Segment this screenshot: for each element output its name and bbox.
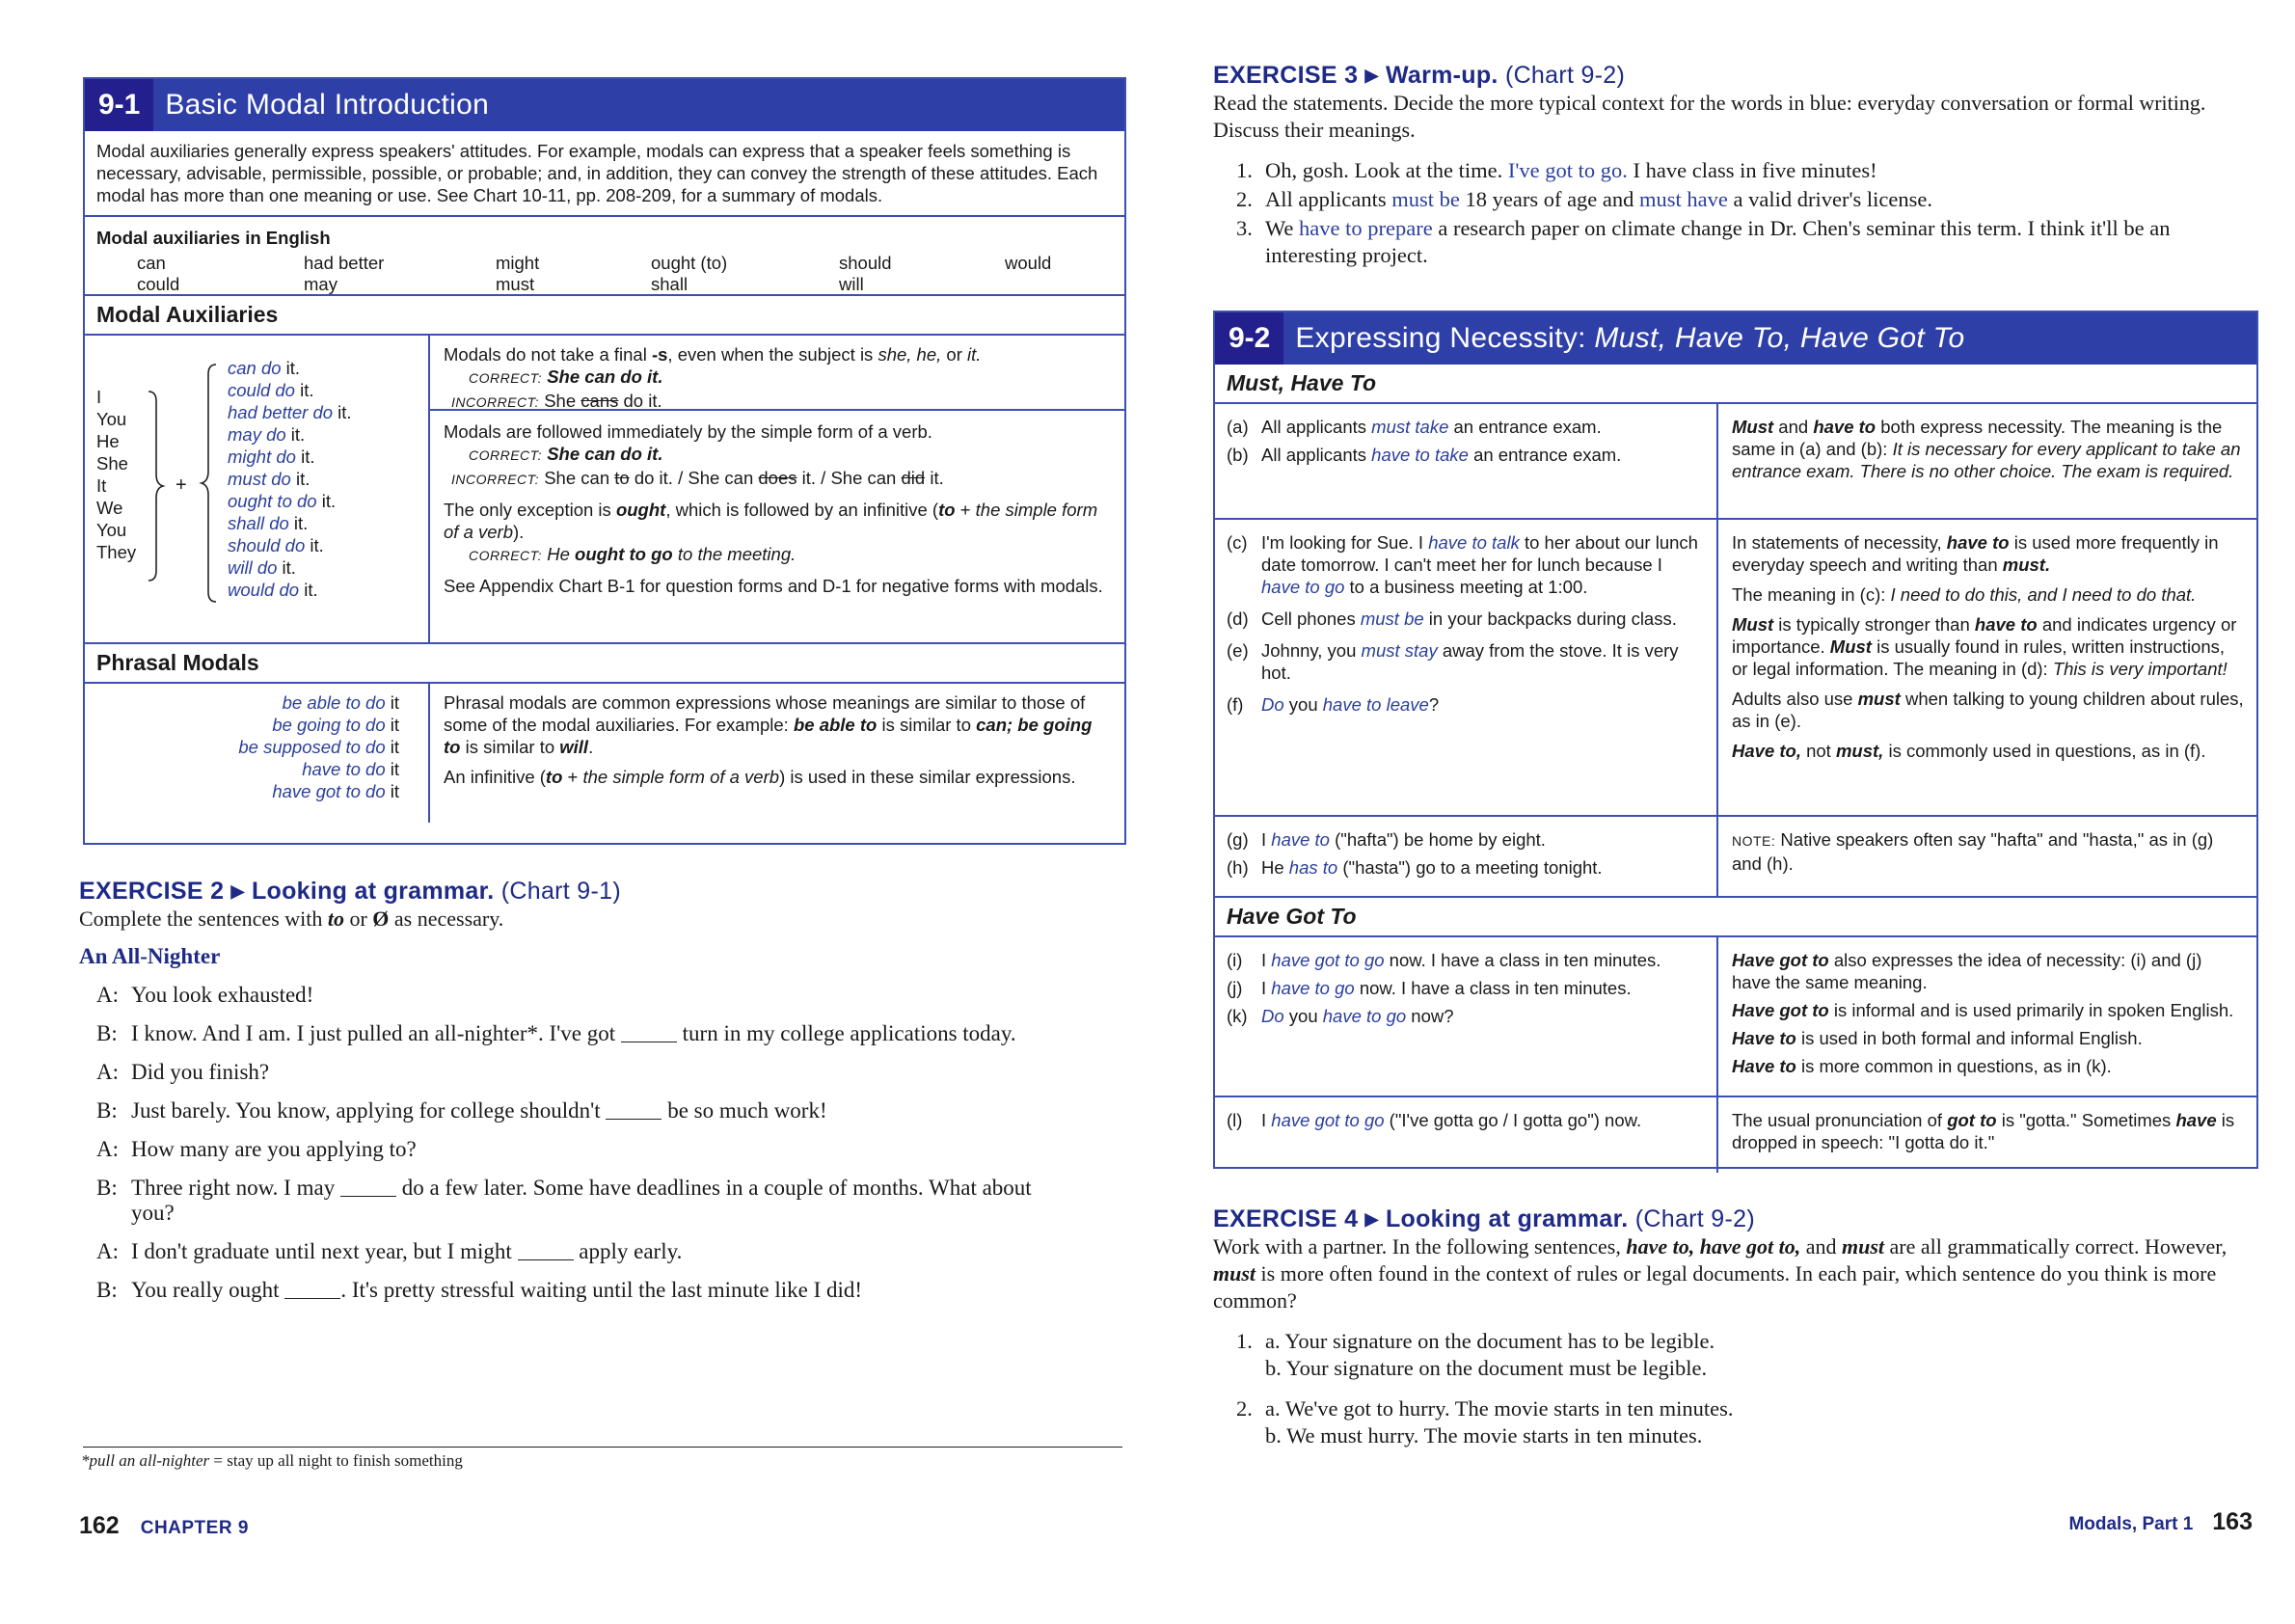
phrasal-rows: [85, 684, 1124, 823]
dialogue-line: A: I don't graduate until next year, but I might apply early.: [96, 1239, 683, 1263]
modal-form: may do it.: [228, 424, 306, 445]
pronoun: It: [96, 475, 107, 496]
modal-forms-col: [85, 336, 430, 642]
modal-form: could do it.: [228, 380, 314, 400]
examples-g-h: (g) I have to ("hafta") be home by eight. (h) He has to ("hasta") go to a meeting tonight.: [1215, 817, 1718, 896]
row-l: [1215, 1097, 2256, 1173]
phrasal-form: be going to do it: [272, 715, 399, 735]
footer-label: Modals, Part 1: [2068, 1514, 2194, 1534]
modal-list-heading: Modal auxiliaries in English: [96, 228, 331, 248]
chart-9-1: [83, 77, 1126, 845]
examples-c-f: (c) I'm looking for Sue. I have to talk to her about our lunch date tomorrow. I can't meet her for lunch because I have to go to a business meeting at 1:00. (d) Cell phones must be in your backpacks during class. (e) Johnny, you must stay away from the stove. It is very hot. (f) Do you have to leave?: [1215, 520, 1718, 815]
row-a-b: [1215, 404, 2256, 520]
footnote: *pull an all-nighter = stay up all night to finish something: [81, 1451, 463, 1470]
choice-b: b. Your signature on the document must be legible.: [1265, 1356, 1708, 1380]
modal-notes-col: [430, 336, 1124, 642]
section-must-have-to: Must, Have To: [1215, 365, 2256, 404]
row-i-k: [1215, 937, 2256, 1097]
modal-word: ought (to): [651, 253, 728, 273]
modal-word: might: [496, 253, 540, 273]
modal-word: shall: [651, 274, 688, 294]
chart-title: Basic Modal Introduction: [165, 89, 490, 121]
exercise-4-pair: 1. a. Your signature on the document has to be legible. b. Your signature on the document must be legible.: [1236, 1329, 1715, 1380]
modal-form: might do it.: [228, 447, 315, 467]
exercise-3: [1213, 62, 2254, 269]
brace-left-icon: [199, 363, 218, 604]
pronoun: We: [96, 498, 123, 518]
pronoun: She: [96, 453, 128, 474]
section-have-got-to: Have Got To: [1215, 896, 2256, 937]
section-modal-auxiliaries: Modal Auxiliaries: [85, 294, 1124, 336]
phrasal-form: have to do it: [302, 759, 399, 779]
phrasal-form: be able to do it: [282, 692, 399, 713]
phrasal-form: have got to do it: [272, 781, 399, 801]
phrasal-forms-list: [238, 691, 399, 802]
notes-l: The usual pronunciation of got to is "gotta." Sometimes have is dropped in speech: "I gotta do it.": [1732, 1110, 2235, 1152]
chart-9-2-header: [1215, 312, 2256, 365]
phrasal-form: be supposed to do it: [238, 737, 399, 757]
exercise-3-title: EXERCISE 3 ▶ Warm-up. (Chart 9-2): [1213, 62, 1626, 89]
chart-9-1-header: [85, 79, 1124, 131]
chart-number: 9-2: [1215, 312, 1283, 365]
answer-blank[interactable]: [606, 1101, 662, 1120]
examples-a-b: (a) All applicants must take an entrance exam. (b) All applicants have to take an entrance exam.: [1215, 404, 1718, 518]
dialogue-line: A: Did you finish?: [96, 1060, 270, 1084]
choice-a: a. We've got to hurry. The movie starts in ten minutes.: [1265, 1396, 1734, 1421]
exercise-2: [79, 878, 1130, 1303]
modal-form: will do it.: [228, 557, 296, 578]
exercise-3-item: 1. Oh, gosh. Look at the time. I've got to go. I have class in five minutes!: [1236, 158, 1877, 182]
brace-right-icon: [147, 390, 166, 582]
note-no-s: Modals do not take a final -s, even when the subject is she, he, or it. CORRECT: She can do it. INCORRECT: She cans do it.: [430, 336, 1124, 411]
dialogue-line: B: I know. And I am. I just pulled an all-nighter*. I've got turn in my college applications today.: [96, 1021, 1016, 1045]
dialogue-line: B: You really ought . It's pretty stressful waiting until the last minute like I did!: [96, 1278, 863, 1302]
dialogue: [79, 983, 1130, 1303]
modal-form: must do it.: [228, 469, 310, 489]
page-number: 163: [2212, 1508, 2253, 1535]
pronoun: You: [96, 520, 127, 540]
answer-blank[interactable]: [284, 1281, 340, 1299]
modal-form: shall do it.: [228, 513, 309, 533]
chart-9-2: [1213, 311, 2258, 1169]
triangle-right-icon: ▶: [1364, 1209, 1379, 1229]
answer-blank[interactable]: [621, 1024, 677, 1042]
plus-sign: +: [176, 474, 187, 496]
notes-g-h: NOTE: Native speakers often say "hafta" and "hasta," as in (g) and (h).: [1732, 829, 2214, 874]
pronoun: They: [96, 542, 137, 562]
modal-form: would do it.: [228, 580, 318, 600]
modal-word: had better: [304, 253, 385, 273]
exercise-3-instructions: Read the statements. Decide the more typical context for the words in blue: everyday conversation or formal writing. Discuss their meanings.: [1213, 91, 2206, 142]
modal-form: should do it.: [228, 535, 324, 555]
phrasal-notes-col: Phrasal modals are common expressions whose meanings are similar to those of some of the modal auxiliaries. For example: be able to is similar to can; be going to is similar to will. An infinitive (to + the simple form of a verb) is used in these similar expressions.: [444, 692, 1093, 787]
dialogue-line: B: Three right now. I may do a few later. Some have deadlines in a couple of months. What about you?: [96, 1176, 1032, 1225]
chart-intro: Modal auxiliaries generally express speakers' attitudes. For example, modals can express that a speaker feels something is necessary, advisable, permissible, possible, or probable; and, in addition, they can convey the strength of these attitudes. Each modal has more than one meaning or use. See Chart 10-11, pp. 208-209, for a summary of modals.: [85, 131, 1124, 217]
choice-b: b. We must hurry. The movie starts in ten minutes.: [1265, 1423, 1703, 1448]
exercise-2-instructions: Complete the sentences with to or Ø as necessary.: [79, 907, 504, 931]
modal-forms-list: [228, 357, 352, 601]
section-phrasal-modals: Phrasal Modals: [85, 644, 1124, 684]
notes-c-f: In statements of necessity, have to is used more frequently in everyday speech and writing than must. The meaning in (c): I need to do this, and I need to do that. Must is typically stronger than have to and indicates urgency or importance. Must is usually found in rules, written instructions, or legal information. The meaning in (d): This is very important! Adults also use must when talking to young children about rules, as in (e). Have to, not must, is commonly used in questions, as in (f).: [1732, 532, 2244, 761]
phrasal-forms-col: [85, 684, 430, 823]
exercise-3-items: [1213, 157, 2254, 269]
triangle-right-icon: ▶: [230, 881, 245, 901]
answer-blank[interactable]: [518, 1242, 574, 1260]
exercise-2-title: EXERCISE 2 ▶ Looking at grammar. (Chart 9-1): [79, 878, 621, 905]
modal-list-box: [85, 217, 1124, 294]
modal-aux-rows: [85, 336, 1124, 644]
modal-word: would: [1005, 253, 1052, 273]
pronoun: He: [96, 431, 120, 451]
note-simple-form: Modals are followed immediately by the simple form of a verb. CORRECT: She can do it. INCORRECT: She can to do it. / She can does it. / She can did it. The only exception is ought, which is followed by an infinitive (to + the simple form of a verb). CORRECT: He ought to go to the meeting. See Appendix Chart B-1 for question forms and D-1 for negative forms with modals.: [444, 421, 1103, 596]
right-page: [1148, 0, 2295, 1624]
modal-form: can do it.: [228, 358, 301, 378]
row-c-f: [1215, 520, 2256, 817]
exercise-4-title: EXERCISE 4 ▶ Looking at grammar. (Chart 9-2): [1213, 1205, 1755, 1232]
exercise-3-item: 3. We have to prepare a research paper on climate change in Dr. Chen's seminar this term. I think it'll be an interesting project.: [1236, 216, 2171, 267]
chart-title: Expressing Necessity: Must, Have To, Have Got To: [1295, 322, 1965, 354]
dialogue-line: B: Just barely. You know, applying for college shouldn't be so much work!: [96, 1098, 827, 1123]
pronoun: You: [96, 409, 127, 429]
pronoun: I: [96, 387, 102, 407]
modal-word: may: [304, 274, 338, 294]
exercise-4-pairs: [1213, 1328, 2254, 1449]
examples-l: (l) I have got to go ("I've gotta go / I gotta go") now.: [1215, 1097, 1718, 1173]
footnote-rule: [83, 1447, 1122, 1448]
modal-form: had better do it.: [228, 402, 352, 422]
exercise-4-instructions: Work with a partner. In the following sentences, have to, have got to, and must are all grammatically correct. However, must is more often found in the context of rules or legal documents. In each pair, which sentence do you think is more common?: [1213, 1234, 2228, 1313]
chart-number: 9-1: [85, 79, 153, 131]
triangle-right-icon: ▶: [1364, 66, 1379, 85]
notes-a-b: Must and have to both express necessity. The meaning is the same in (a) and (b): It is necessary for every applicant to take an entrance exam. There is no other choice. The exam is required.: [1732, 417, 2241, 481]
dialogue-line: A: How many are you applying to?: [96, 1137, 417, 1161]
modal-word: must: [496, 274, 535, 294]
page-footer-right: [2068, 1508, 2253, 1536]
story-title: An All-Nighter: [79, 944, 221, 968]
dialogue-line: A: You look exhausted!: [96, 983, 314, 1007]
exercise-3-item: 2. All applicants must be 18 years of age and must have a valid driver's license.: [1236, 187, 1933, 211]
exercise-4-pair: 2. a. We've got to hurry. The movie starts in ten minutes. b. We must hurry. The movie starts in ten minutes.: [1236, 1396, 1734, 1448]
exercise-4: [1213, 1205, 2254, 1449]
answer-blank[interactable]: [340, 1178, 396, 1197]
choice-a: a. Your signature on the document has to be legible.: [1265, 1329, 1715, 1353]
notes-i-k: Have got to also expresses the idea of necessity: (i) and (j) have the same meaning. Have got to is informal and is used primarily in spoken English. Have to is used in both formal and informal English. Have to is more common in questions, as in (k).: [1732, 950, 2234, 1076]
modal-form: ought to do it.: [228, 491, 337, 511]
page-footer-left: [79, 1512, 249, 1540]
modal-word: can: [137, 253, 166, 273]
modal-word: should: [839, 253, 892, 273]
examples-i-k: (i) I have got to go now. I have a class in ten minutes. (j) I have to go now. I have a class in ten minutes. (k) Do you have to go now?: [1215, 937, 1718, 1096]
modal-word: could: [137, 274, 180, 294]
modal-word: will: [839, 274, 864, 294]
chapter-label: CHAPTER 9: [140, 1518, 249, 1538]
page-number: 162: [79, 1512, 120, 1539]
row-g-h: [1215, 817, 2256, 896]
